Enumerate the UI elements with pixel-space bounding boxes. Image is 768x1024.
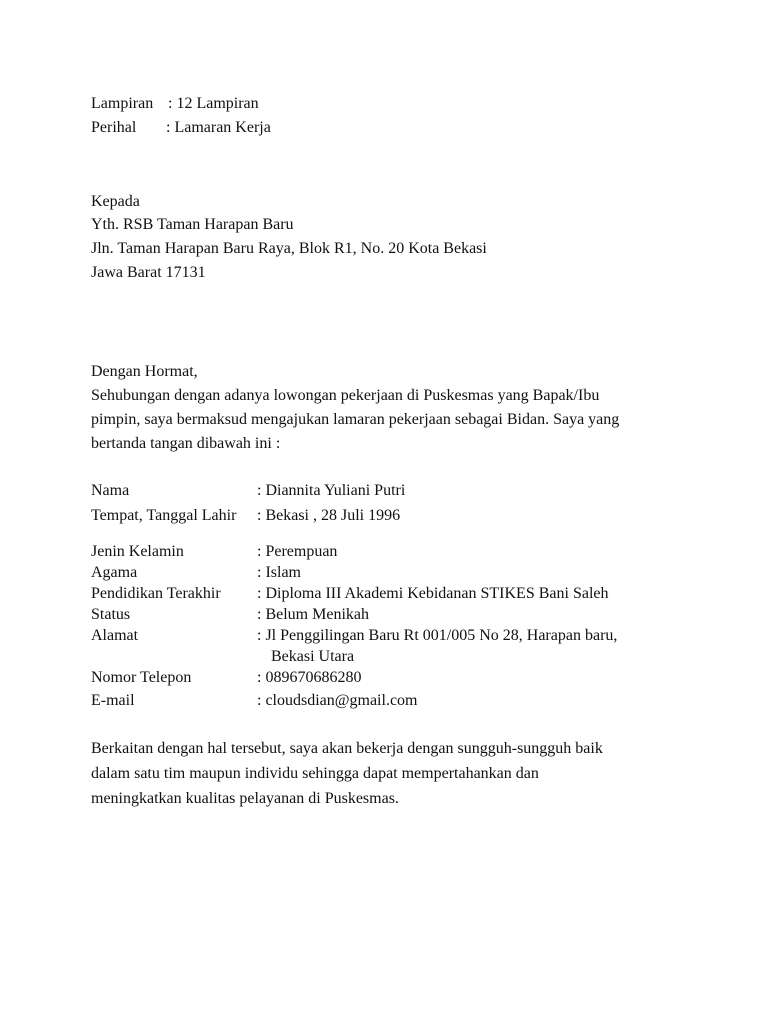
field-value: : cloudsdian@gmail.com [257,692,418,709]
closing-para-line: meningkatkan kualitas pelayanan di Puskesmas. [91,790,399,807]
field-email [91,691,418,711]
opening-para-line: pimpin, saya bermaksud mengajukan lamaran pekerjaan sebagai Bidan. Saya yang [91,411,620,428]
recipient-address-1: Jln. Taman Harapan Baru Raya, Blok R1, No. 20 Kota Bekasi [91,240,487,257]
perihal-label: Perihal [91,119,137,136]
field-label: Pendidikan Terakhir [91,585,221,602]
field-status [91,605,369,625]
field-jenis-kelamin [91,542,338,562]
lampiran-value: : 12 Lampiran [168,95,259,112]
field-value: : Bekasi , 28 Juli 1996 [257,507,401,524]
lampiran-label: Lampiran [91,95,154,112]
field-label: Status [91,606,131,623]
field-alamat-continuation: Bekasi Utara [271,648,355,665]
field-agama [91,563,301,583]
field-label: Tempat, Tanggal Lahir [91,507,237,524]
field-ttl [91,506,401,526]
field-value: : Jl Penggilingan Baru Rt 001/005 No 28, Harapan baru, [257,627,618,644]
closing-para-line: dalam satu tim maupun individu sehingga dapat mempertahankan dan [91,765,539,782]
field-nama [91,481,406,501]
field-value: : 089670686280 [257,669,362,686]
field-label: E-mail [91,692,135,709]
field-telepon [91,668,362,688]
field-label: Alamat [91,627,139,644]
field-value: : Islam [257,564,301,581]
field-label: Nama [91,482,130,499]
field-value: : Perempuan [257,543,338,560]
field-pendidikan [91,584,609,604]
field-value: : Diploma III Akademi Kebidanan STIKES Bani Saleh [257,585,609,602]
perihal-line [91,118,271,138]
salutation: Dengan Hormat, [91,363,198,380]
recipient-name: Yth. RSB Taman Harapan Baru [91,216,294,233]
field-alamat [91,626,618,646]
recipient-address-2: Jawa Barat 17131 [91,264,206,281]
field-label: Jenin Kelamin [91,543,184,560]
closing-para-line: Berkaitan dengan hal tersebut, saya akan bekerja dengan sungguh-sungguh baik [91,740,603,757]
field-label: Agama [91,564,138,581]
perihal-value: : Lamaran Kerja [166,119,271,136]
field-label: Nomor Telepon [91,669,192,686]
field-value: : Diannita Yuliani Putri [257,482,406,499]
recipient-to: Kepada [91,193,140,210]
opening-para-line: bertanda tangan dibawah ini : [91,435,281,452]
field-value: : Belum Menikah [257,606,369,623]
opening-para-line: Sehubungan dengan adanya lowongan pekerjaan di Puskesmas yang Bapak/Ibu [91,387,600,404]
lampiran-line [91,94,259,114]
